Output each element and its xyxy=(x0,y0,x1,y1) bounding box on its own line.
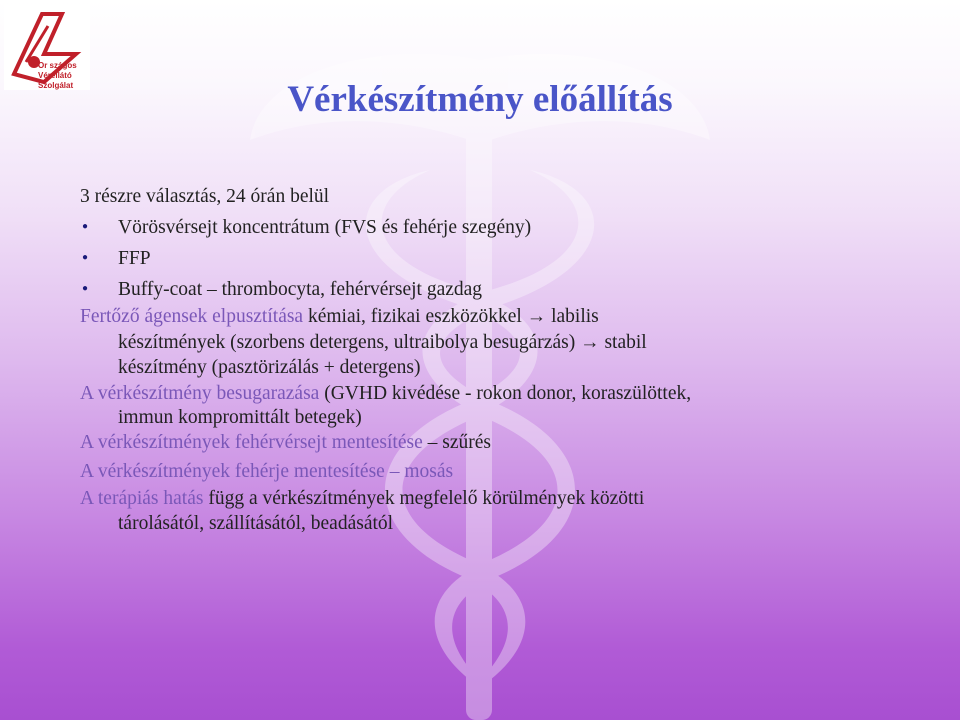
therapy-line-2: tárolásától, szállításától, beadásától xyxy=(118,513,394,534)
inactivation-line-3: készítmény (pasztörizálás + detergens) xyxy=(118,357,421,378)
arrow-right-icon: → xyxy=(526,306,547,327)
bullet-icon: ● xyxy=(82,252,89,263)
inactivation-label: Fertőző ágensek elpusztítása xyxy=(80,306,304,327)
bullet-icon: ● xyxy=(82,221,89,232)
therapy-label: A terápiás hatás xyxy=(80,488,204,509)
washing-line xyxy=(80,461,453,483)
leukodepletion-line xyxy=(80,432,491,454)
irradiation-text: (GVHD kivédése - rokon donor, koraszülöttek, xyxy=(319,383,692,404)
leukodepletion-text: – szűrés xyxy=(422,432,491,453)
intro-line: 3 részre választás, 24 órán belül xyxy=(80,186,330,207)
inactivation-labile: labilis xyxy=(551,306,599,327)
inactivation-line xyxy=(80,306,599,328)
slide-title xyxy=(0,78,960,121)
arrow-right-icon: → xyxy=(580,332,600,353)
irradiation-line xyxy=(80,383,691,405)
inactivation-text-2: készítmények (szorbens detergens, ultraibolya besugárzás) xyxy=(118,332,581,353)
irradiation-line-2: immun kompromittált betegek) xyxy=(118,407,362,428)
bullet-text: FFP xyxy=(118,248,151,269)
inactivation-stable: stabil xyxy=(604,332,647,353)
inactivation-text: kémiai, fizikai eszközökkel xyxy=(303,306,527,327)
washing-label: A vérkészítmények fehérje mentesítése – mosás xyxy=(80,461,454,482)
therapy-text: függ a vérkészítmények megfelelő körülmények közötti xyxy=(203,488,645,509)
bullet-item xyxy=(82,279,483,301)
inactivation-line-2 xyxy=(118,332,647,354)
logo-line-3: Szolgálat xyxy=(38,81,74,90)
slide-title-text: Vérkészítmény előállítás xyxy=(287,79,673,120)
bullet-text: Vörösvérsejt koncentrátum (FVS és fehérje szegény) xyxy=(118,217,532,238)
bullet-item xyxy=(82,248,151,270)
leukodepletion-label: A vérkészítmények fehérvérsejt mentesítése xyxy=(80,432,423,453)
bullet-icon: ● xyxy=(82,283,89,294)
logo-line-2: Vérellátó xyxy=(38,71,72,80)
therapy-line xyxy=(80,488,644,510)
bullet-item xyxy=(82,217,532,239)
irradiation-label: A vérkészítmény besugarazása xyxy=(80,383,320,404)
bullet-text: Buffy-coat – thrombocyta, fehérvérsejt gazdag xyxy=(118,279,483,300)
logo-line-1: Or szágos xyxy=(38,61,77,70)
